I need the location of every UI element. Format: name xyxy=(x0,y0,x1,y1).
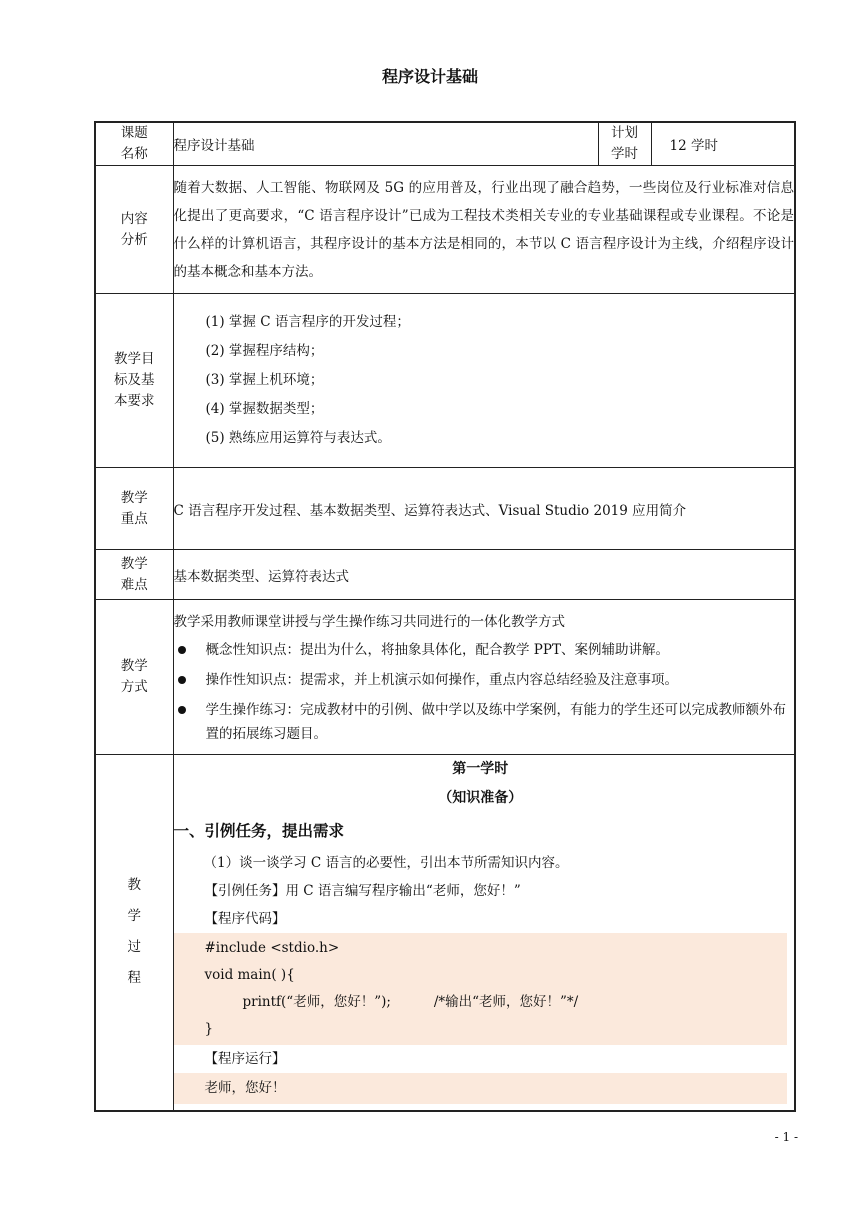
key-points-label: 教学 重点 xyxy=(95,468,173,550)
row-analysis xyxy=(95,166,795,294)
document-title: 程序设计基础 xyxy=(381,67,478,86)
code-label: 【程序代码】 xyxy=(204,911,286,927)
page-number: - 1 - xyxy=(774,1130,798,1144)
code-line: printf(“老师，您好！”); /*输出“老师，您好！”*/ xyxy=(242,994,579,1010)
topic-value: 程序设计基础 xyxy=(173,122,598,166)
run-label: 【程序运行】 xyxy=(204,1051,286,1067)
difficulties-value: 基本数据类型、运算符表达式 xyxy=(173,550,795,600)
code-line: void main( ){ xyxy=(204,967,295,983)
analysis-label: 内容 分析 xyxy=(95,166,173,294)
code-block xyxy=(174,933,788,1045)
goal-item: (5) 熟练应用运算符与表达式。 xyxy=(205,430,391,446)
method-bullet: 操作性知识点：提需求，并上机演示如何操作，重点内容总结经验及注意事项。 xyxy=(174,668,795,692)
goals-label: 教学目 标及基 本要求 xyxy=(95,294,173,468)
session-title: 第一学时 xyxy=(452,761,509,777)
row-process xyxy=(95,755,795,1111)
bullet-dot-icon xyxy=(178,676,186,684)
method-label: 教学 方式 xyxy=(95,600,173,755)
key-points-value: C 语言程序开发过程、基本数据类型、运算符表达式、Visual Studio 2019 应用简介 xyxy=(173,468,795,550)
bullet-dot-icon xyxy=(178,706,186,714)
run-output-block xyxy=(174,1073,788,1104)
code-line: #include <stdio.h> xyxy=(204,940,340,956)
row-key-points xyxy=(95,468,795,550)
step-text: （1）谈一谈学习 C 语言的必要性，引出本节所需知识内容。 xyxy=(203,855,569,871)
method-bullet: 概念性知识点：提出为什么，将抽象具体化，配合教学 PPT、案例辅助讲解。 xyxy=(174,638,795,662)
topic-label: 课题 名称 xyxy=(95,122,173,166)
goal-item: (2) 掌握程序结构； xyxy=(205,343,324,359)
row-topic xyxy=(95,122,795,166)
planned-hours-label: 计划 学时 xyxy=(598,122,651,166)
session-subtitle: （知识准备） xyxy=(438,790,523,806)
goal-item: (1) 掌握 C 语言程序的开发过程； xyxy=(205,314,410,330)
task-text: 【引例任务】用 C 语言编写程序输出“老师，您好！” xyxy=(204,883,521,899)
method-cell xyxy=(173,600,795,755)
run-output: 老师，您好！ xyxy=(204,1080,286,1096)
goal-item: (3) 掌握上机环境； xyxy=(205,372,324,388)
method-bullet: 学生操作练习：完成教材中的引例、做中学以及练中学案例，有能力的学生还可以完成教师额外布置的拓展练习题目。 xyxy=(174,698,795,746)
analysis-text: 随着大数据、人工智能、物联网及 5G 的应用普及，行业出现了融合趋势，一些岗位及行业标准对信息化提出了更高要求，“C 语言程序设计”已成为工程技术类相关专业的专业基础课程或专业课程。不论是什么样的计算机语言，其程序设计的基本方法是相同的，本节以 C 语言程序设计为主线，介绍程序设计的基本概念和基本方法。 xyxy=(173,179,794,280)
method-bullets xyxy=(174,638,795,746)
goals-cell xyxy=(173,294,795,468)
planned-hours-value: 12 学时 xyxy=(651,122,795,166)
lesson-plan-table xyxy=(94,121,796,1112)
section-heading: 一、引例任务，提出需求 xyxy=(173,822,345,840)
analysis-cell xyxy=(173,166,795,294)
process-label: 教 学 过 程 xyxy=(95,755,173,1111)
goal-item: (4) 掌握数据类型； xyxy=(205,401,324,417)
row-method xyxy=(95,600,795,755)
row-goals xyxy=(95,294,795,468)
process-cell xyxy=(173,755,795,1111)
code-line: } xyxy=(204,1021,214,1037)
row-difficulties xyxy=(95,550,795,600)
goals-list xyxy=(174,308,795,453)
method-intro: 教学采用教师课堂讲授与学生操作练习共同进行的一体化教学方式 xyxy=(173,614,565,630)
bullet-dot-icon xyxy=(178,646,186,654)
difficulties-label: 教学 难点 xyxy=(95,550,173,600)
